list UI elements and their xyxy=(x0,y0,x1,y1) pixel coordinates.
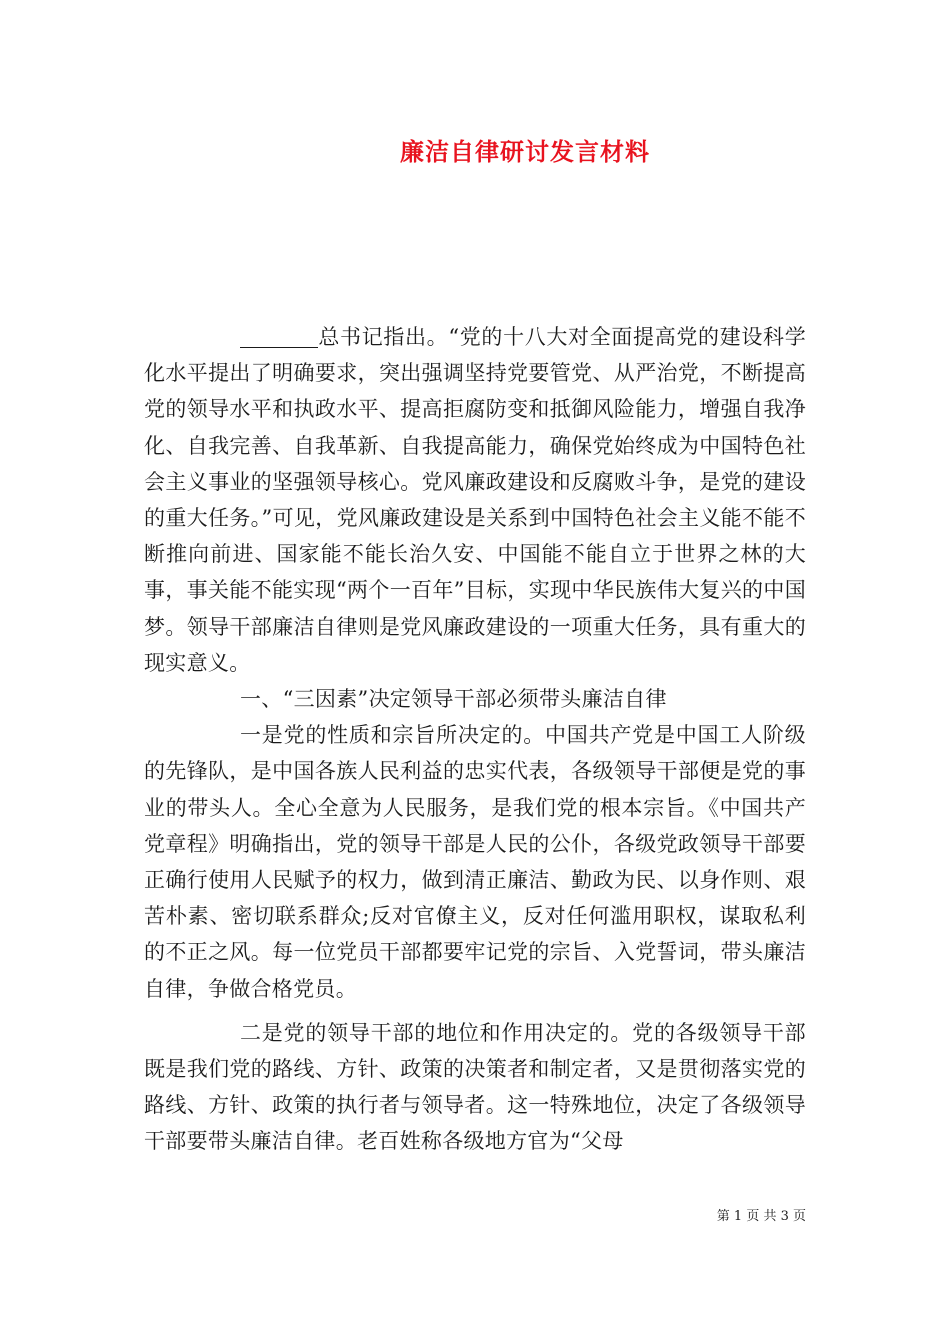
paragraph-factor-1: 一是党的性质和宗旨所决定的。中国共产党是中国工人阶级的先锋队，是中国各族人民利益的忠实代表，各级领导干部便是党的事业的带头人。全心全意为人民服务，是我们党的根本宗旨。《中国共产党章程》明确指出，党的领导干部是人民的公仆，各级党政领导干部要正确行使用人民赋予的权力，做到清正廉洁、勤政为民、以身作则、艰苦朴素、密切联系群众;反对官僚主义，反对任何滥用职权，谋取私利的不正之风。每一位党员干部都要牢记党的宗旨、入党誓词，带头廉洁自律，争做合格党员。 xyxy=(144,723,806,1001)
paragraph-intro-text: 总书记指出。“党的十八大对全面提高党的建设科学化水平提出了明确要求，突出强调坚持党要管党、从严治党，不断提高党的领导水平和执政水平、提高拒腐防变和抵御风险能力，增强自我净化、自我完善、自我革新、自我提高能力，确保党始终成为中国特色社会主义事业的坚强领导核心。党风廉政建设和反腐败斗争，是党的建设的重大任务。”可见，党风廉政建设是关系到中国特色社会主义能不能不断推向前进、国家能不能长治久安、中国能不能自立于世界之林的大事，事关能不能实现“两个一百年”目标，实现中华民族伟大复兴的中国梦。领导干部廉洁自律则是党风廉政建设的一项重大任务，具有重大的现实意义。 xyxy=(144,325,806,675)
fill-in-blank xyxy=(240,325,318,348)
document-title: 廉洁自律研讨发言材料 xyxy=(400,137,650,166)
document-body xyxy=(144,319,806,1160)
page-footer: 第 1 页 共 3 页 xyxy=(716,1209,806,1224)
section-heading-1: 一、“三因素”决定领导干部必须带头廉洁自律 xyxy=(240,687,667,712)
paragraph-intro xyxy=(144,319,806,681)
paragraph-factor-2: 二是党的领导干部的地位和作用决定的。党的各级领导干部既是我们党的路线、方针、政策的决策者和制定者，又是贯彻落实党的路线、方针、政策的执行者与领导者。这一特殊地位，决定了各级领导干部要带头廉洁自律。老百姓称各级地方官为“父母 xyxy=(144,1020,806,1154)
